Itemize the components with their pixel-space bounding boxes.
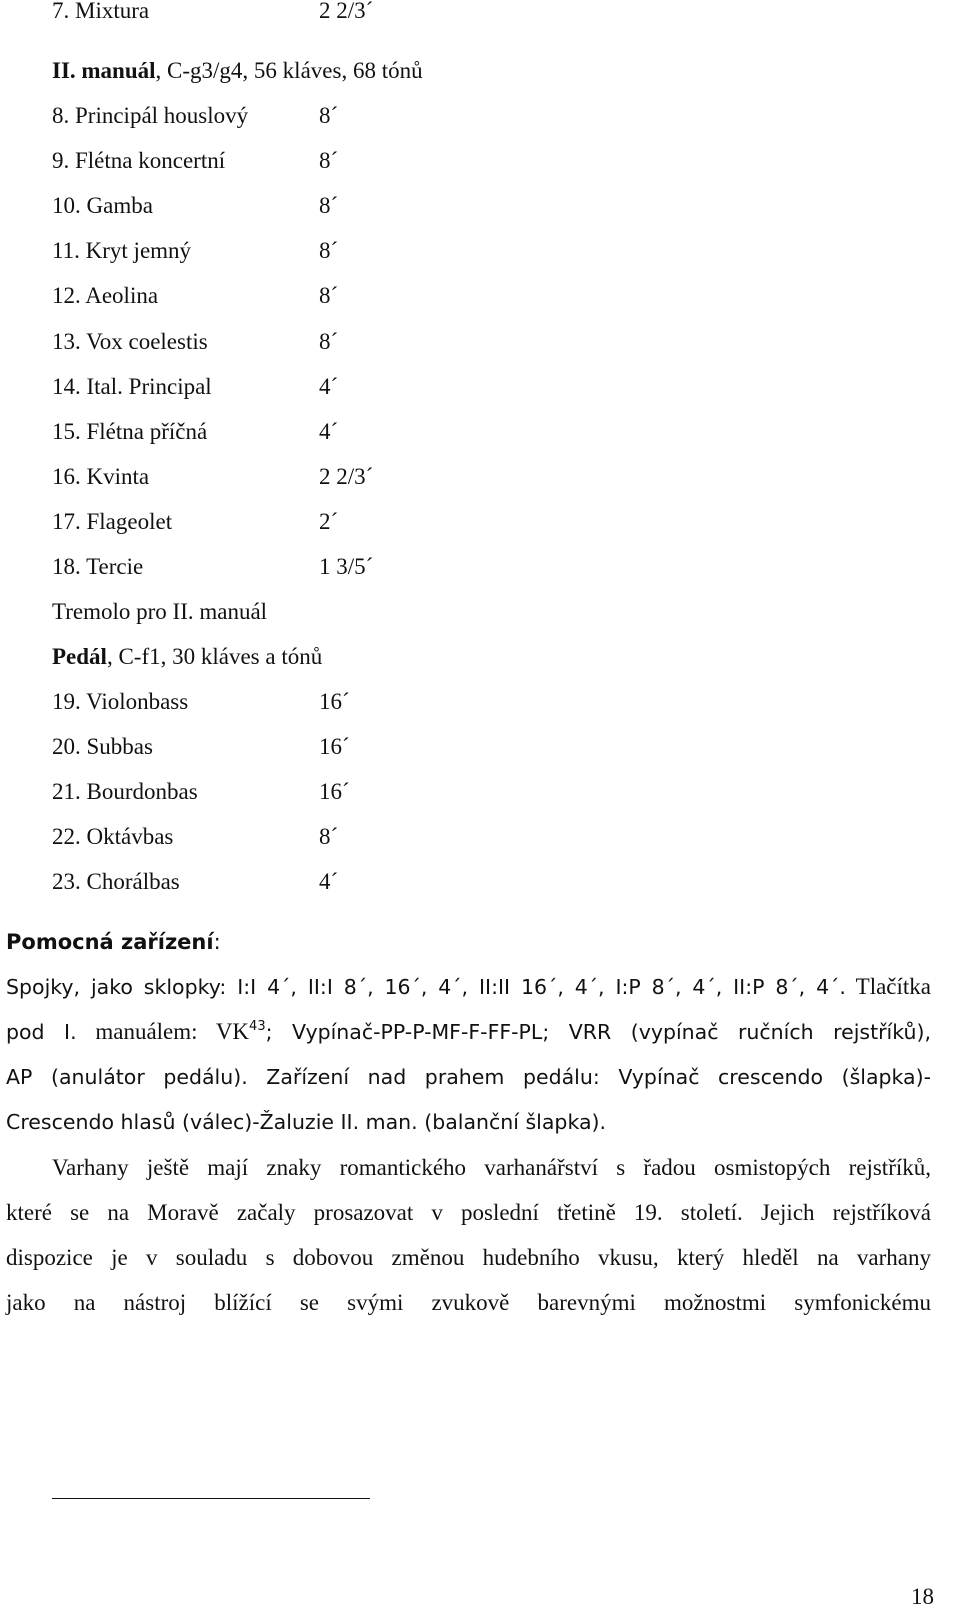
paragraph-line-4 (6, 1289, 931, 1317)
accessories-line-4 (6, 1108, 931, 1136)
accessories-line-2 (6, 1018, 931, 1046)
manual2-heading (52, 57, 423, 85)
tremolo-text: Tremolo pro II. manuál (52, 599, 268, 624)
register-size: 8´ (319, 283, 339, 309)
manual2-heading-rest: , C-g3/g4, 56 kláves, 68 tónů (155, 58, 423, 83)
accessories-line-2c: ; Vypínač-PP-P-MF-F-FF-PL; VRR (vypínač ručních rejstříků), (265, 1020, 931, 1044)
accessories-line-1b: Tlačítka (845, 974, 931, 999)
accessories-line-1 (6, 973, 931, 1001)
accessories-heading (6, 928, 221, 956)
tremolo-line (52, 598, 267, 626)
register-name: 13. Vox coelestis (52, 328, 208, 354)
manual2-heading-bold: II. manuál (52, 58, 156, 83)
paragraph-line-3-text: dispozice je v souladu s dobovou změnou hudebního vkusu, který hleděl na varhany (6, 1245, 931, 1270)
register-name: 11. Kryt jemný (52, 238, 192, 264)
register-name: 18. Tercie (52, 554, 144, 579)
accessories-heading-bold: Pomocná zařízení (6, 930, 214, 954)
register-name: 14. Ital. Principal (52, 373, 212, 399)
register-name: 23. Chorálbas (52, 869, 180, 895)
accessories-line-4-text: Crescendo hlasů (válec)-Žaluzie II. man. (balanční šlapka). (6, 1110, 607, 1134)
accessories-line-3-text: AP (anulátor pedálu). Zařízení nad prahem pedálu: Vypínač crescendo (šlapka)- (6, 1065, 931, 1089)
register-name: 9. Flétna koncertní (52, 148, 226, 174)
register-name: 8. Principál houslový (52, 103, 249, 128)
paragraph-line-4-text: jako na nástroj blížící se svými zvukově barevnými možnostmi symfonickému (6, 1290, 931, 1315)
pedal-heading (52, 643, 322, 671)
register-size: 2 2/3´ (319, 0, 374, 23)
paragraph-line-2-text: které se na Moravě začaly prosazovat v poslední třetině 19. století. Jejich rejstříková (6, 1200, 931, 1225)
accessories-line-2a: pod I. (6, 1020, 77, 1044)
register-name: 19. Violonbass (52, 689, 189, 714)
register-size: 2 2/3´ (319, 463, 374, 489)
paragraph-line-1-text: Varhany ještě mají znaky romantického varhanářství s řadou osmistopých rejstříků, (52, 1155, 931, 1180)
register-name: 22. Oktávbas (52, 824, 174, 850)
register-size: 4´ (319, 418, 339, 444)
paragraph-line-3 (6, 1244, 931, 1272)
register-size: 16´ (319, 779, 350, 805)
accessories-heading-colon: : (213, 930, 221, 954)
register-size: 4´ (319, 869, 339, 895)
paragraph-line-2 (6, 1199, 931, 1227)
pedal-heading-bold: Pedál (52, 644, 107, 669)
register-size: 8´ (319, 824, 339, 850)
pedal-heading-rest: , C-f1, 30 kláves a tónů (106, 644, 323, 669)
page-number: 18 (911, 1584, 934, 1609)
register-name: 10. Gamba (52, 193, 153, 219)
register-name: 17. Flageolet (52, 508, 173, 534)
register-size: 2´ (319, 508, 339, 534)
footnote-separator (52, 1498, 370, 1499)
register-name: 12. Aeolina (52, 283, 159, 309)
register-size: 16´ (319, 689, 350, 714)
register-name: 7. Mixtura (52, 0, 150, 23)
accessories-line-2b: manuálem: VK (76, 1019, 250, 1044)
register-size: 8´ (319, 238, 339, 264)
paragraph-line-1 (52, 1154, 931, 1182)
register-size: 8´ (319, 148, 339, 174)
register-size: 8´ (319, 328, 339, 354)
accessories-line-1a: Spojky, jako sklopky: I:I 4´, II:I 8´, 16´, 4´, II:II 16´, 4´, I:P 8´, 4´, II:P 8´, 4´. (6, 975, 846, 999)
register-size: 1 3/5´ (319, 554, 374, 579)
footnote-ref: 43 (249, 1019, 266, 1034)
register-size: 4´ (319, 373, 339, 399)
register-size: 16´ (319, 734, 350, 760)
accessories-line-3 (6, 1063, 931, 1091)
register-size: 8´ (319, 193, 339, 219)
register-name: 15. Flétna příčná (52, 418, 208, 444)
register-size: 8´ (319, 103, 339, 128)
register-name: 20. Subbas (52, 734, 153, 760)
register-name: 21. Bourdonbas (52, 779, 198, 805)
register-name: 16. Kvinta (52, 463, 150, 489)
